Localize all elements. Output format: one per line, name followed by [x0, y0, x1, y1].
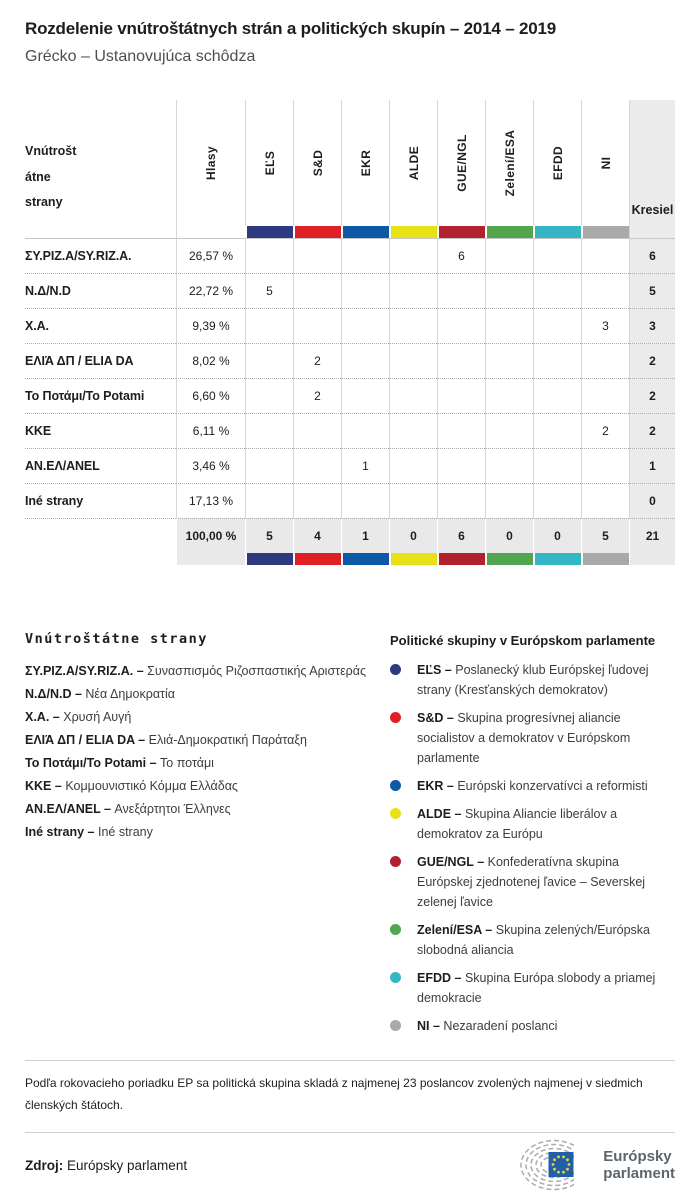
- seat-cell: [437, 448, 485, 483]
- seat-cell: [245, 378, 293, 413]
- seat-cell: [293, 448, 341, 483]
- group-color-dot: [390, 780, 401, 791]
- group-color-dot: [390, 712, 401, 723]
- strip-spacer: [629, 226, 675, 238]
- seat-cell: [437, 378, 485, 413]
- source-row: [25, 1139, 675, 1191]
- seat-cell: [581, 343, 629, 378]
- group-color-bar-efdd: [533, 226, 581, 238]
- group-column-header-ekr: EKR: [341, 100, 389, 226]
- legend-party-item: Iné strany – Iné strany: [25, 824, 153, 839]
- footnote-text: Podľa rokovacieho poriadku EP sa politická skupina skladá z najmenej 23 poslancov zvolených najmenej v siedmich členských štátoch.: [25, 1075, 643, 1113]
- seat-cell: [485, 413, 533, 448]
- source-text: [25, 1158, 187, 1173]
- total-seat-cell: 5: [245, 518, 293, 553]
- source-label: Zdroj:: [25, 1157, 64, 1173]
- national-parties-legend-heading: Vnútroštátne strany: [25, 630, 208, 647]
- group-column-header-efdd: EFDD: [533, 100, 581, 226]
- party-cell: Ν.Δ/N.D: [25, 273, 176, 308]
- seat-cell: [245, 343, 293, 378]
- legend-party-item: ΚΚΕ – Κομμουνιστικό Κόμμα Ελλάδας: [25, 778, 238, 793]
- seat-cell: [581, 448, 629, 483]
- votes-cell: 6,60 %: [176, 378, 245, 413]
- party-cell: ΚΚΕ: [25, 413, 176, 448]
- group-color-dot: [390, 808, 401, 819]
- group-color-bar-guengl: [437, 553, 485, 565]
- group-color-dot: [390, 924, 401, 935]
- party-cell: ΕΛΙΆ ΔΠ / ELIA DA: [25, 343, 176, 378]
- seat-cell: [341, 238, 389, 273]
- group-color-bar-els: [245, 226, 293, 238]
- seat-cell: [389, 483, 437, 518]
- votes-cell: 22,72 %: [176, 273, 245, 308]
- seat-cell: 5: [245, 273, 293, 308]
- group-color-bar-alde: [389, 553, 437, 565]
- group-color-bar-guengl: [437, 226, 485, 238]
- row-seats-total-cell: 2: [629, 413, 675, 448]
- legend-party-item: Το Ποτάμι/To Potami – Το ποτάμι: [25, 755, 214, 770]
- party-header-line: strany: [25, 195, 63, 210]
- group-column-header-ni: NI: [581, 100, 629, 226]
- group-color-bar-ni: [581, 553, 629, 565]
- group-column-header-alde: ALDE: [389, 100, 437, 226]
- political-groups-legend: [390, 631, 675, 1044]
- seat-cell: [245, 483, 293, 518]
- total-row-spacer: [25, 518, 176, 553]
- seats-column-header: Kresiel: [629, 100, 675, 226]
- ep-logo-text: Európsky parlament: [603, 1147, 675, 1183]
- seat-cell: [389, 273, 437, 308]
- seat-cell: [389, 238, 437, 273]
- seat-cell: [245, 308, 293, 343]
- seat-cell: 2: [293, 378, 341, 413]
- source-value: Európsky parlament: [67, 1157, 188, 1173]
- grand-total-cell: 21: [629, 518, 675, 553]
- seat-cell: 1: [341, 448, 389, 483]
- seat-cell: 2: [293, 343, 341, 378]
- legend-group-item: NI – Nezaradení poslanci: [390, 1016, 675, 1036]
- group-column-header-sd: S&D: [293, 100, 341, 226]
- total-seat-cell: 4: [293, 518, 341, 553]
- group-color-dot: [390, 1020, 401, 1031]
- row-seats-total-cell: 2: [629, 343, 675, 378]
- seat-cell: [293, 273, 341, 308]
- row-seats-total-cell: 2: [629, 378, 675, 413]
- seat-cell: [437, 483, 485, 518]
- party-header-line: Vnútrošt: [25, 144, 77, 159]
- group-color-bar-ekr: [341, 553, 389, 565]
- seat-cell: [341, 273, 389, 308]
- votes-column-header: Hlasy: [176, 100, 245, 226]
- legend-party-item: ΣΥ.ΡΙΖ.Α/SY.RIZ.A. – Συνασπισμός Ριζοσπαστικής Αριστεράς: [25, 663, 367, 678]
- seat-cell: [437, 273, 485, 308]
- total-seat-cell: 0: [389, 518, 437, 553]
- group-column-header-els: EĽS: [245, 100, 293, 226]
- seat-cell: [389, 448, 437, 483]
- total-votes-cell: 100,00 %: [176, 518, 245, 553]
- seat-cell: [533, 308, 581, 343]
- page-title: Rozdelenie vnútroštátnych strán a politických skupín – 2014 – 2019: [25, 19, 556, 38]
- row-seats-total-cell: 0: [629, 483, 675, 518]
- row-seats-total-cell: 6: [629, 238, 675, 273]
- legend-group-item: S&D – Skupina progresívnej aliancie socialistov a demokratov v Európskom parlamente: [390, 708, 675, 768]
- seat-cell: [437, 343, 485, 378]
- group-color-bar-zeleni: [485, 553, 533, 565]
- seat-cell: [341, 343, 389, 378]
- seat-cell: [245, 413, 293, 448]
- seat-cell: [485, 378, 533, 413]
- total-seat-cell: 0: [533, 518, 581, 553]
- seat-cell: [389, 343, 437, 378]
- legend-group-item: ALDE – Skupina Aliancie liberálov a demokratov za Európu: [390, 804, 675, 844]
- row-seats-total-cell: 3: [629, 308, 675, 343]
- group-color-bar-alde: [389, 226, 437, 238]
- seat-cell: 3: [581, 308, 629, 343]
- party-cell: Iné strany: [25, 483, 176, 518]
- party-cell: ΣΥ.ΡΙΖ.Α/SY.RIZ.A.: [25, 238, 176, 273]
- party-cell: Χ.Α.: [25, 308, 176, 343]
- legend-group-item: EĽS – Poslanecký klub Európskej ľudovej strany (Kresťanských demokratov): [390, 660, 675, 700]
- seat-cell: 2: [581, 413, 629, 448]
- seat-cell: [533, 448, 581, 483]
- seat-cell: [533, 483, 581, 518]
- distribution-table: [25, 100, 675, 565]
- hemicycle-eu-flag-icon: [510, 1139, 594, 1191]
- seat-cell: [293, 238, 341, 273]
- group-color-dot: [390, 972, 401, 983]
- seat-cell: [293, 483, 341, 518]
- strip-spacer: [629, 553, 675, 565]
- seat-cell: [341, 308, 389, 343]
- seat-cell: [533, 273, 581, 308]
- seat-cell: [485, 238, 533, 273]
- seat-cell: [485, 343, 533, 378]
- total-seat-cell: 1: [341, 518, 389, 553]
- strip-spacer: [25, 553, 176, 565]
- legend-party-item: ΕΛΙΆ ΔΠ / ELIA DA – Ελιά-Δημοκρατική Παράταξη: [25, 732, 307, 747]
- group-color-bar-sd: [293, 553, 341, 565]
- group-color-bar-sd: [293, 226, 341, 238]
- total-seat-cell: 6: [437, 518, 485, 553]
- group-color-bar-els: [245, 553, 293, 565]
- legend-group-item: GUE/NGL – Konfederatívna skupina Európskej zjednotenej ľavice – Severskej zelenej ľavice: [390, 852, 675, 912]
- seat-cell: [581, 378, 629, 413]
- votes-cell: 6,11 %: [176, 413, 245, 448]
- ep-logo: [510, 1139, 675, 1191]
- total-seat-cell: 0: [485, 518, 533, 553]
- group-color-dot: [390, 856, 401, 867]
- seat-cell: [485, 483, 533, 518]
- party-cell: ΑΝ.ΕΛ/ANEL: [25, 448, 176, 483]
- seat-cell: [581, 238, 629, 273]
- seat-cell: [485, 273, 533, 308]
- seat-cell: [533, 413, 581, 448]
- seat-cell: [389, 378, 437, 413]
- legend-group-item: EFDD – Skupina Európa slobody a priamej demokracie: [390, 968, 675, 1008]
- seat-cell: [533, 238, 581, 273]
- group-column-header-guengl: GUE/NGL: [437, 100, 485, 226]
- party-cell: Το Ποτάμι/To Potami: [25, 378, 176, 413]
- seat-cell: [245, 448, 293, 483]
- legend-party-item: Χ.Α. – Χρυσή Αυγή: [25, 709, 132, 724]
- separator-line: [25, 1060, 675, 1061]
- seat-cell: [533, 343, 581, 378]
- seat-cell: [293, 413, 341, 448]
- group-color-bar-ni: [581, 226, 629, 238]
- seat-cell: [293, 308, 341, 343]
- seat-cell: [389, 308, 437, 343]
- group-column-header-zeleni: Zelení/ESA: [485, 100, 533, 226]
- seat-cell: [341, 413, 389, 448]
- separator-line: [25, 1132, 675, 1133]
- seat-cell: [533, 378, 581, 413]
- votes-cell: 3,46 %: [176, 448, 245, 483]
- votes-cell: 9,39 %: [176, 308, 245, 343]
- seat-cell: 6: [437, 238, 485, 273]
- legend-group-item: EKR – Európski konzervatívci a reformisti: [390, 776, 675, 796]
- political-groups-legend-heading: Politické skupiny v Európskom parlamente: [390, 632, 656, 648]
- legend-party-item: ΑΝ.ΕΛ/ANEL – Ανεξάρτητοι Έλληνες: [25, 801, 231, 816]
- group-color-dot: [390, 664, 401, 675]
- group-color-bar-ekr: [341, 226, 389, 238]
- page-subtitle: Grécko – Ustanovujúca schôdza: [25, 48, 256, 66]
- votes-cell: 8,02 %: [176, 343, 245, 378]
- legends-section: [25, 631, 675, 1044]
- votes-cell: 26,57 %: [176, 238, 245, 273]
- row-seats-total-cell: 5: [629, 273, 675, 308]
- party-column-header: [25, 100, 176, 226]
- seat-cell: [581, 273, 629, 308]
- seat-cell: [245, 238, 293, 273]
- seat-cell: [437, 308, 485, 343]
- legend-group-item: Zelení/ESA – Skupina zelených/Európska slobodná aliancia: [390, 920, 675, 960]
- strip-spacer: [25, 226, 176, 238]
- legend-party-item: Ν.Δ/N.D – Νέα Δημοκρατία: [25, 686, 175, 701]
- strip-spacer: [176, 553, 245, 565]
- total-seat-cell: 5: [581, 518, 629, 553]
- seat-cell: [437, 413, 485, 448]
- seat-cell: [341, 378, 389, 413]
- seat-cell: [341, 483, 389, 518]
- national-parties-legend: [25, 631, 390, 1044]
- votes-cell: 17,13 %: [176, 483, 245, 518]
- seat-cell: [581, 483, 629, 518]
- seat-cell: [485, 448, 533, 483]
- seat-cell: [485, 308, 533, 343]
- row-seats-total-cell: 1: [629, 448, 675, 483]
- strip-spacer: [176, 226, 245, 238]
- seat-cell: [389, 413, 437, 448]
- group-color-bar-efdd: [533, 553, 581, 565]
- group-color-bar-zeleni: [485, 226, 533, 238]
- party-header-line: átne: [25, 169, 51, 184]
